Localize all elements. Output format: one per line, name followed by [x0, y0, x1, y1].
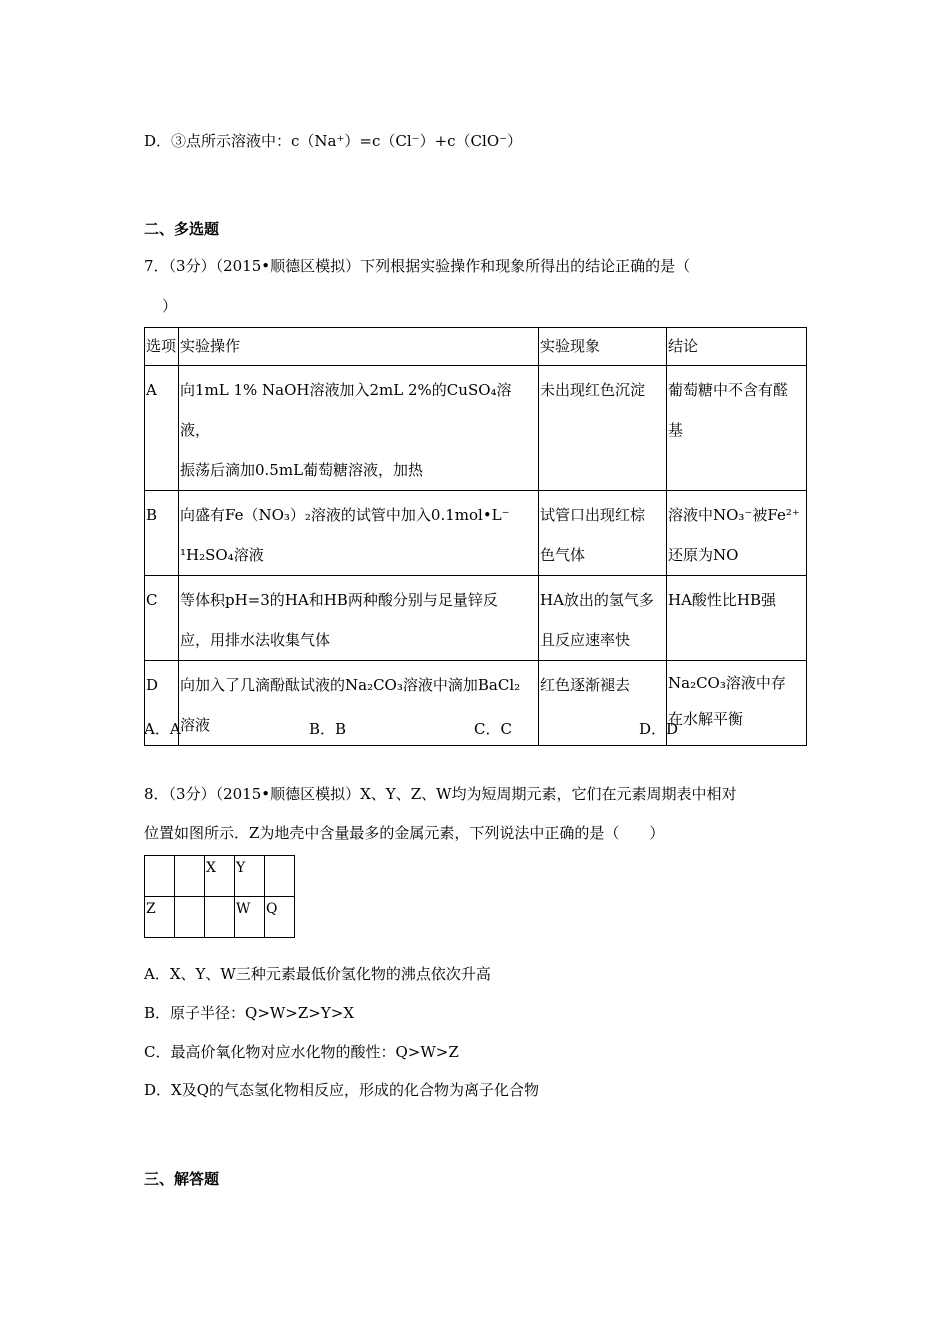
header-operation: 实验操作	[179, 328, 539, 366]
operation-line1: 向盛有Fe（NO₃）₂溶液的试管中加入0.1mol•L⁻	[180, 506, 510, 524]
row-conclusion	[667, 661, 807, 746]
conclusion-line2: 还原为NO	[668, 546, 739, 564]
operation-line2: 振荡后滴加0.5mL葡萄糖溶液，加热	[180, 461, 424, 479]
table-row	[145, 576, 807, 661]
conclusion-line2: 基	[668, 421, 684, 439]
grid-cell: Z	[145, 897, 175, 938]
q6-option-d: D．③点所示溶液中：c（Na⁺）=c（Cl⁻）+c（ClO⁻）	[144, 132, 523, 150]
grid-cell	[175, 856, 205, 897]
grid-cell: Y	[235, 856, 265, 897]
table-header-row	[145, 328, 807, 366]
row-option: C	[145, 576, 179, 661]
conclusion-line1: Na₂CO₃溶液中存	[668, 674, 786, 692]
header-phenomenon: 实验现象	[539, 328, 667, 366]
operation-line2: 应，用排水法收集气体	[180, 631, 331, 649]
q8-stem-line2: 位置如图所示．Z为地壳中含量最多的金属元素，下列说法中正确的是（ ）	[144, 824, 665, 842]
conclusion-line1: 溶液中NO₃⁻被Fe²⁺	[668, 506, 800, 524]
q8-option-b: B．原子半径：Q>W>Z>Y>X	[144, 1004, 355, 1022]
row-option: A	[145, 366, 179, 491]
phenomenon-line1: HA放出的氢气多	[540, 591, 654, 609]
phenomenon-line1: 未出现红色沉淀	[540, 381, 646, 399]
phenomenon-line1: 红色逐渐褪去	[540, 676, 631, 694]
row-option: B	[145, 491, 179, 576]
row-operation	[179, 576, 539, 661]
phenomenon-line2: 且反应速率快	[540, 631, 631, 649]
section-heading-multi-choice: 二、多选题	[144, 220, 220, 238]
q7-stem-line2: ）	[162, 297, 178, 315]
section-heading-answer: 三、解答题	[144, 1170, 220, 1188]
q8-option-a: A．X、Y、W三种元素最低价氢化物的沸点依次升高	[144, 965, 491, 983]
grid-cell	[265, 856, 295, 897]
operation-line1: 等体积pH=3的HA和HB两种酸分别与足量锌反	[180, 591, 498, 609]
operation-line1: 向加入了几滴酚酞试液的Na₂CO₃溶液中滴加BaCl₂	[180, 676, 521, 694]
grid-cell	[175, 897, 205, 938]
q8-option-d: D．X及Q的气态氢化物相反应，形成的化合物为离子化合物	[144, 1081, 540, 1099]
q8-option-c: C．最高价氧化物对应水化物的酸性：Q>W>Z	[144, 1043, 459, 1061]
conclusion-line1: 葡萄糖中不含有醛	[668, 381, 789, 399]
conclusion-line2: 在水解平衡	[668, 710, 744, 728]
row-operation	[179, 491, 539, 576]
grid-cell	[145, 856, 175, 897]
grid-row	[145, 897, 295, 938]
phenomenon-line2: 色气体	[540, 546, 586, 564]
q7-option-c: C．C	[474, 720, 512, 738]
q8-stem-line1: 8．（3分）（2015•顺德区模拟）X、Y、Z、W均为短周期元素，它们在元素周期表中相对	[144, 785, 737, 803]
table-row	[145, 491, 807, 576]
row-phenomenon	[539, 576, 667, 661]
grid-cell: Q	[265, 897, 295, 938]
operation-line2: ¹H₂SO₄溶液	[180, 546, 264, 564]
q7-option-b: B．B	[309, 720, 347, 738]
row-phenomenon	[539, 366, 667, 491]
phenomenon-line1: 试管口出现红棕	[540, 506, 646, 524]
header-option: 选项	[145, 328, 179, 366]
row-conclusion	[667, 366, 807, 491]
operation-line2: 溶液	[180, 716, 211, 734]
q7-stem-line1: 7．（3分）（2015•顺德区模拟）下列根据实验操作和现象所得出的结论正确的是（	[144, 257, 691, 275]
conclusion-line1: HA酸性比HB强	[668, 591, 777, 609]
row-conclusion	[667, 576, 807, 661]
row-option: D	[145, 661, 179, 746]
grid-row	[145, 856, 295, 897]
q7-option-d: D．D	[639, 720, 679, 738]
grid-cell: X	[205, 856, 235, 897]
q7-experiment-table	[144, 327, 807, 746]
operation-line1: 向1mL 1% NaOH溶液加入2mL 2%的CuSO₄溶液，	[180, 381, 512, 439]
q7-option-a: A．A	[144, 720, 181, 738]
header-conclusion: 结论	[667, 328, 807, 366]
grid-cell	[205, 897, 235, 938]
row-operation	[179, 366, 539, 491]
table-row	[145, 366, 807, 491]
row-conclusion	[667, 491, 807, 576]
grid-cell: W	[235, 897, 265, 938]
row-phenomenon	[539, 491, 667, 576]
q8-periodic-grid	[144, 855, 295, 938]
